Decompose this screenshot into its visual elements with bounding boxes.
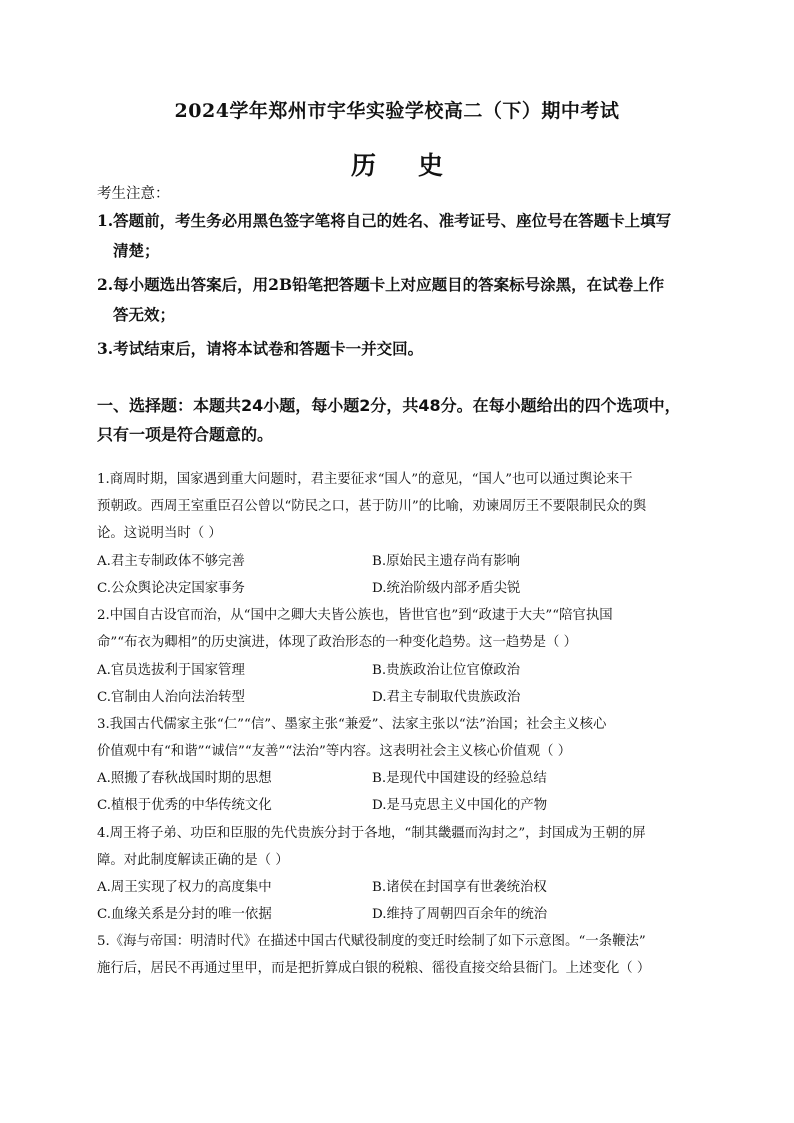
option-a[interactable]: A.周王实现了权力的高度集中 (97, 880, 272, 895)
question-1-stem (97, 466, 703, 548)
question-2-options (97, 657, 703, 711)
section-heading (97, 391, 707, 449)
notice-heading: 考生注意： (97, 186, 170, 202)
notice-item-2-line-2: 答无效； (113, 305, 176, 324)
question-line: 3.我国古代儒家主张“仁”“信”、墨家主张“兼爱”、法家主张以“法”治国；社会主义核心 (97, 717, 607, 732)
notice-item-1 (97, 206, 707, 266)
question-line: 论。这说明当时（ ） (97, 526, 222, 542)
option-a[interactable]: A.照搬了春秋战国时期的思想 (97, 771, 272, 786)
question-line: 2.中国自古设官而治，从“国中之卿大夫皆公族也，皆世官也”到“政逮于大夫”“陪官执国 (97, 608, 613, 623)
question-line: 5.《海与帝国：明清时代》在描述中国古代赋役制度的变迁时绘制了如下示意图。“一条鞭法” (97, 934, 646, 949)
option-d[interactable]: D.是马克思主义中国化的产物 (372, 798, 548, 814)
question-4-stem (97, 820, 703, 874)
question-5-stem (97, 928, 703, 982)
question-1-options (97, 548, 703, 602)
option-b[interactable]: B.贵族政治让位官僚政治 (372, 663, 521, 678)
question-line: 4.周王将子弟、功臣和臣服的先代贵族分封于各地，“制其畿疆而沟封之”，封国成为王朝的屏 (97, 826, 646, 841)
exam-title: 2024学年郑州市宇华实验学校高二（下）期中考试 (174, 100, 620, 122)
question-line: 施行后，居民不再通过里甲，而是把折算成白银的税粮、徭役直接交给县衙门。上述变化（ ） (97, 961, 651, 977)
question-line: 价值观中有“和谐”“诚信”“友善”“法治”等内容。这表明社会主义核心价值观（ ） (97, 744, 572, 760)
question-line: 障。对此制度解读正确的是（ ） (97, 853, 289, 869)
notice-item-1-line-2: 清楚； (113, 241, 160, 260)
option-c[interactable]: C.公众舆论决定国家事务 (97, 581, 245, 597)
question-2-stem (97, 602, 703, 656)
option-d[interactable]: D.统治阶级内部矛盾尖锐 (372, 581, 521, 597)
option-b[interactable]: B.是现代中国建设的经验总结 (372, 771, 547, 786)
option-c[interactable]: C.血缘关系是分封的唯一依据 (97, 907, 272, 923)
option-c[interactable]: C.植根于优秀的中华传统文化 (97, 798, 272, 814)
notice-item-2-line-1: 2.每小题选出答案后，用2B铅笔把答题卡上对应题目的答案标号涂黑，在试卷上作 (97, 275, 665, 294)
option-a[interactable]: A.官员选拔利于国家管理 (97, 663, 245, 678)
question-line: 预朝政。西周王室重臣召公曾以“防民之口，甚于防川”的比喻，劝谏周厉王不要限制民众的舆 (97, 499, 647, 515)
section-heading-line-2: 只有一项是符合题意的。 (97, 425, 274, 444)
option-d[interactable]: D.维持了周朝四百余年的统治 (372, 907, 548, 923)
option-b[interactable]: B.诸侯在封国享有世袭统治权 (372, 880, 547, 895)
question-line: 1.商周时期，国家遇到重大问题时，君主要征求“国人”的意见，“国人”也可以通过舆论来干 (97, 472, 633, 487)
notice-item-1-line-1: 1.答题前，考生务必用黑色签字笔将自己的姓名、准考证号、座位号在答题卡上填写 (97, 211, 672, 230)
option-b[interactable]: B.原始民主遗存尚有影响 (372, 554, 521, 569)
option-a[interactable]: A.君主专制政体不够完善 (97, 554, 245, 569)
question-line: 命”“布衣为卿相”的历史演进，体现了政治形态的一种变化趋势。这一趋势是（ ） (97, 635, 578, 651)
notice-item-2 (97, 270, 707, 330)
question-3-stem (97, 711, 703, 765)
notice-item-3 (97, 334, 707, 364)
section-heading-line-1: 一、选择题：本题共24小题，每小题2分，共48分。在每小题给出的四个选项中， (97, 396, 681, 415)
question-4-options (97, 874, 703, 928)
option-d[interactable]: D.君主专制取代贵族政治 (372, 690, 521, 706)
notice-item-3-line-1: 3.考试结束后，请将本试卷和答题卡一并交回。 (97, 339, 424, 358)
subject-title: 历史 (350, 151, 485, 180)
question-3-options (97, 765, 703, 819)
option-c[interactable]: C.官制由人治向法治转型 (97, 690, 245, 706)
